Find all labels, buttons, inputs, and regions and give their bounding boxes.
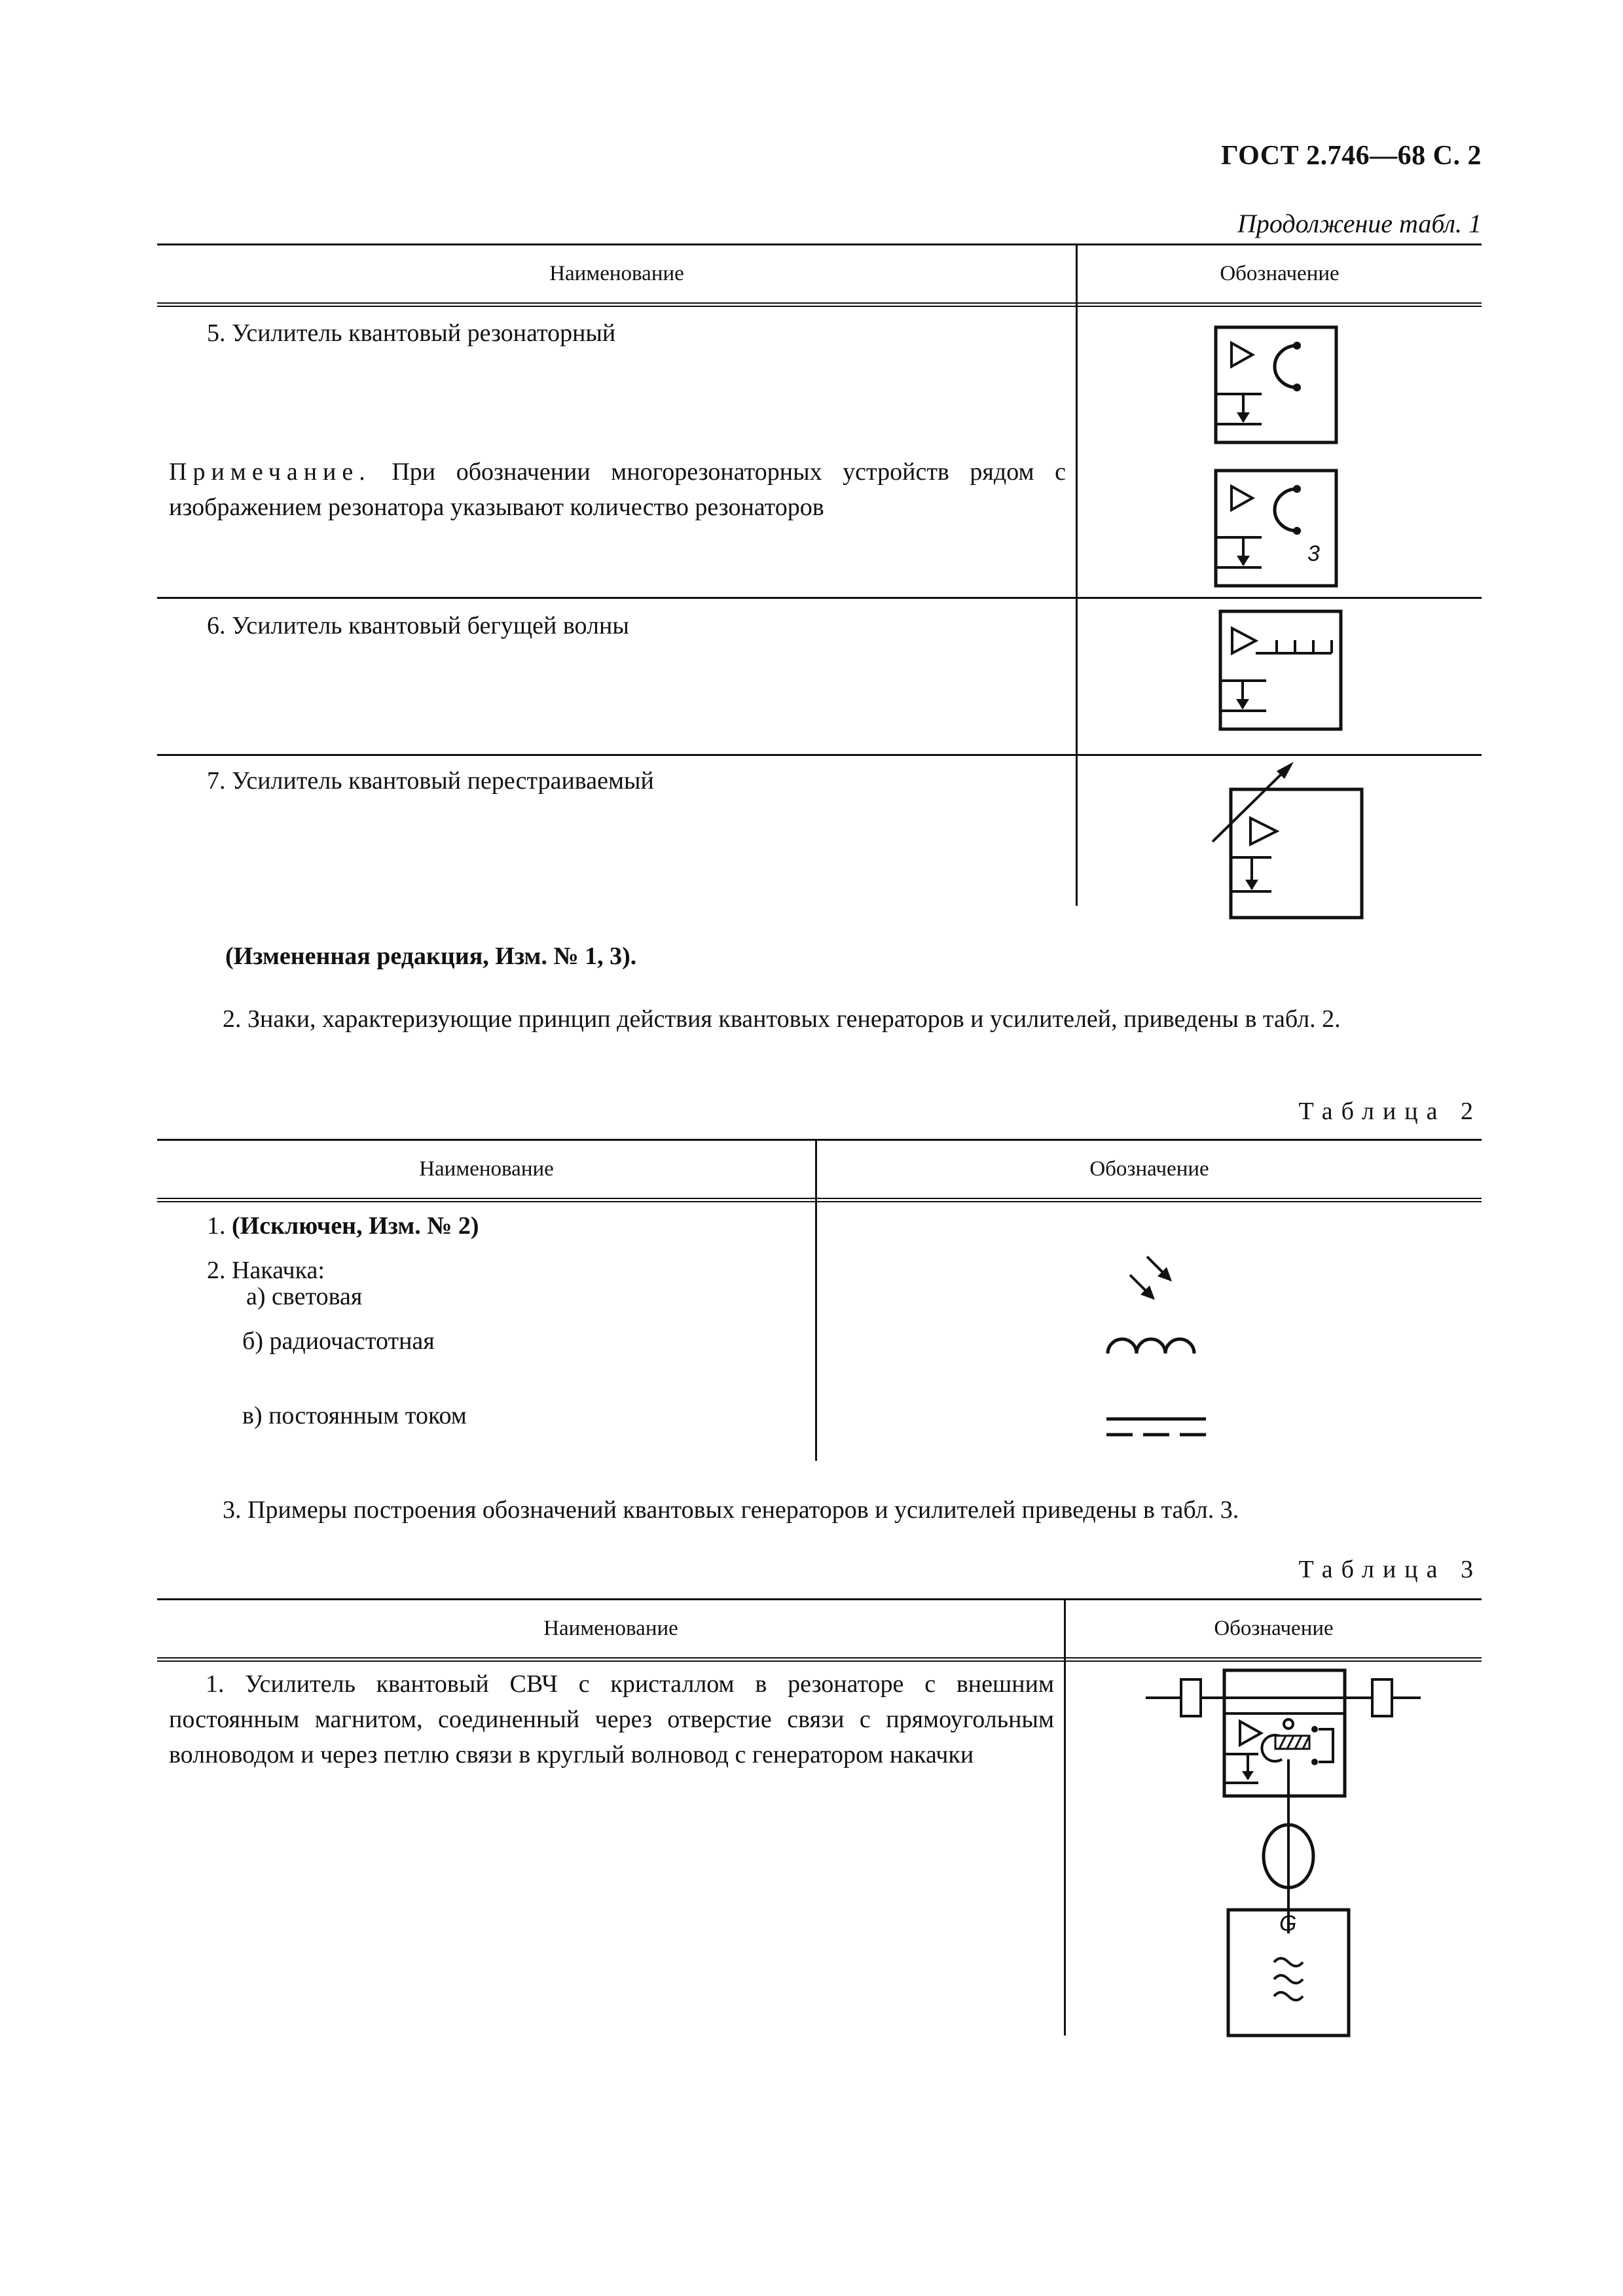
column-header-name: Наименование	[549, 262, 684, 285]
traveling-wave-amplifier-symbol	[1219, 610, 1343, 732]
table-row-7-label: 7. Усилитель квантовый перестраиваемый	[207, 767, 654, 795]
header-rule-double	[157, 1660, 1482, 1662]
header-rule-double	[157, 306, 1482, 307]
table-3-caption: Таблица 3	[1298, 1556, 1482, 1583]
rf-pump-coil-icon	[1105, 1331, 1197, 1357]
table-top-rule	[157, 1598, 1482, 1600]
document-reference: ГОСТ 2.746—68 С. 2	[1220, 141, 1482, 171]
tunable-amplifier-symbol	[1209, 761, 1366, 922]
table-row-5-label: 5. Усилитель квантовый резонаторный	[207, 319, 616, 347]
column-header-symbol: Обозначение	[1220, 262, 1340, 285]
table-row-5-note	[169, 454, 1066, 525]
table-2-row-1	[207, 1208, 479, 1244]
row-text: (Исключен, Изм. № 2)	[232, 1212, 479, 1240]
paragraph-3: 3. Примеры построения обозначений квантовых генераторов и усилителей приведены в табл. 3.	[223, 1496, 1239, 1524]
table-continuation-note: Продолжение табл. 1	[1237, 209, 1482, 238]
column-header-name: Наименование	[419, 1157, 554, 1181]
column-divider	[1064, 1598, 1066, 2036]
generator-letter: G	[1279, 1911, 1297, 1936]
table-top-rule	[157, 1139, 1482, 1141]
table-row-6-label: 6. Усилитель квантовый бегущей волны	[207, 612, 629, 639]
header-rule	[157, 1198, 1482, 1199]
column-header-symbol: Обозначение	[1214, 1617, 1334, 1640]
note-lead: Примечание.	[169, 458, 371, 486]
paragraph-2: 2. Знаки, характеризующие принцип действия квантовых генераторов и усилителей, приведены в табл. 2.	[223, 1005, 1341, 1033]
light-pump-icon	[1127, 1254, 1180, 1304]
pump-rf-label: б) радиочастотная	[242, 1327, 435, 1355]
column-divider	[1076, 243, 1078, 906]
row-divider	[157, 597, 1482, 599]
resonator-amplifier-symbol	[1214, 326, 1339, 445]
table-top-rule	[157, 243, 1482, 245]
row-divider	[157, 754, 1482, 756]
pump-dc-label: в) постоянным током	[242, 1402, 467, 1429]
header-rule-double	[157, 1201, 1482, 1202]
note-text: При обозначении многорезонаторных устройств рядом с изображением резонатора указывают количество резонаторов	[169, 458, 1067, 521]
column-divider	[815, 1139, 817, 1461]
table-3-row-1: 1. Усилитель квантовый СВЧ с кристаллом в резонаторе с внешним постоянным магнитом, соединенный через отверстие связи с прямоугольным волноводом и через петлю связи в круглый волновод с генератором накачки	[169, 1670, 1054, 1768]
header-rule	[157, 1657, 1482, 1659]
column-header-name: Наименование	[543, 1617, 678, 1640]
microwave-maser-example-symbol	[1146, 1669, 1427, 2042]
amendment-note: (Измененная редакция, Изм. № 1, 3).	[225, 942, 637, 970]
multi-resonator-amplifier-symbol	[1214, 469, 1339, 588]
header-rule	[157, 302, 1482, 304]
dc-pump-icon	[1106, 1415, 1206, 1439]
row-number: 1.	[207, 1212, 226, 1240]
pump-light-label: а) световая	[246, 1283, 363, 1310]
column-header-symbol: Обозначение	[1089, 1157, 1209, 1181]
table-2-row-2-label: 2. Накачка:	[207, 1257, 325, 1284]
table-2-caption: Таблица 2	[1298, 1098, 1482, 1125]
resonator-count: 3	[1307, 541, 1320, 566]
